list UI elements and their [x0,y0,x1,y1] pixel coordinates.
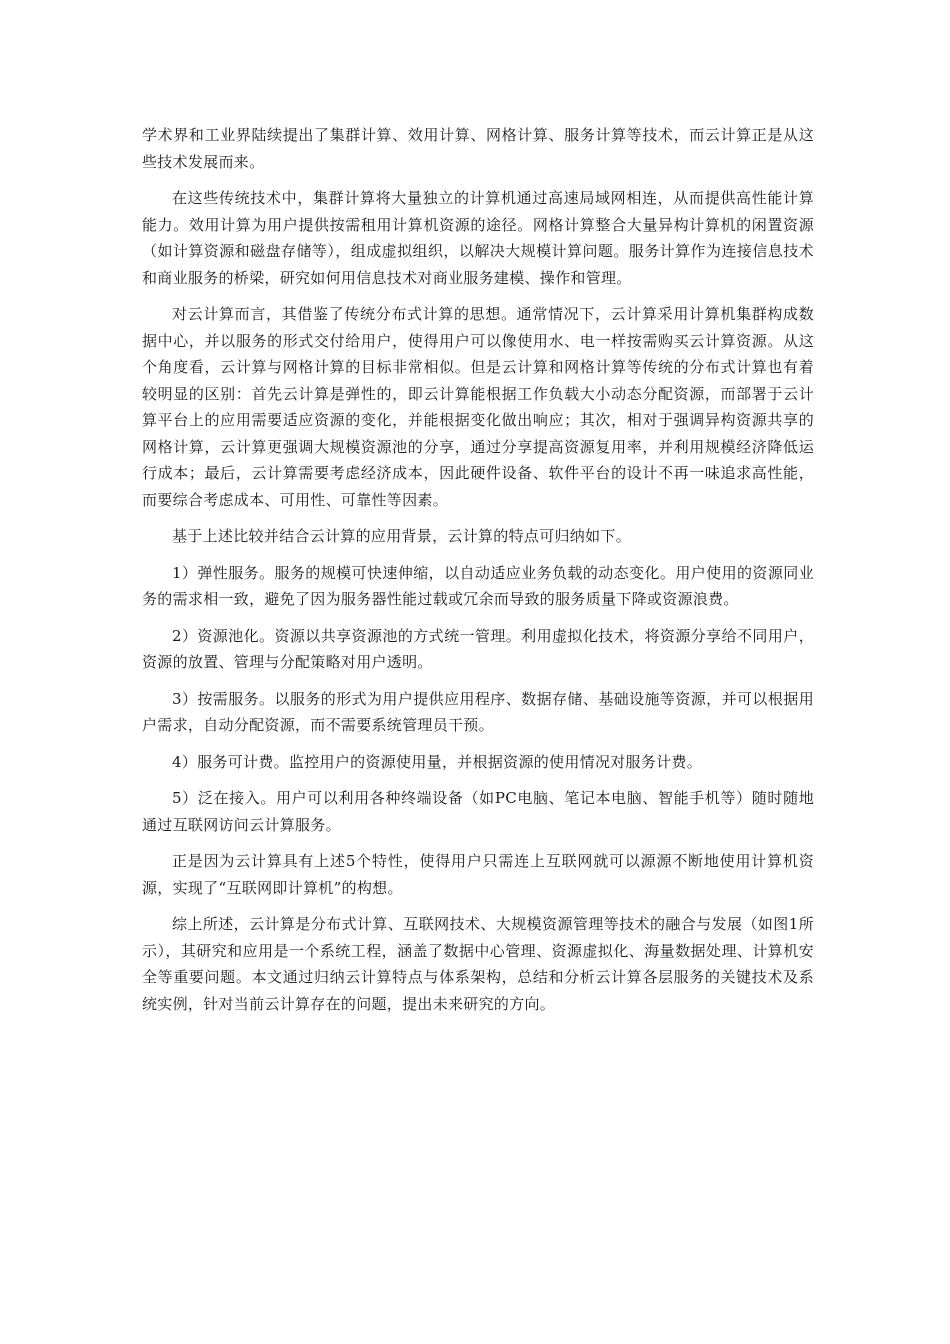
list-item-ubiquitous-access: 5）泛在接入。用户可以利用各种终端设备（如PC电脑、笔记本电脑、智能手机等）随时随地通过互联网访问云计算服务。 [142,789,814,834]
paragraph-features-intro: 基于上述比较并结合云计算的应用背景，云计算的特点可归纳如下。 [172,527,632,545]
paragraph-continuation: 学术界和工业界陆续提出了集群计算、效用计算、网格计算、服务计算等技术，而云计算正是从这些技术发展而来。 [142,126,814,171]
paragraph-cloud-vs-grid: 对云计算而言，其借鉴了传统分布式计算的思想。通常情况下，云计算采用计算机集群构成数据中心，并以服务的形式交付给用户，使得用户可以像使用水、电一样按需购买云计算资源。从这个角度看，云计算与网格计算的目标非常相似。但是云计算和网格计算等传统的分布式计算也有着较明显的区别：首先云计算是弹性的，即云计算能根据工作负载大小动态分配资源，而部署于云计算平台上的应用需要适应资源的变化，并能根据变化做出响应；其次，相对于强调异构资源共享的网格计算，云计算更强调大规模资源池的分享，通过分享提高资源复用率，并利用规模经济降低运行成本；最后，云计算需要考虑经济成本，因此硬件设备、软件平台的设计不再一味追求高性能，而要综合考虑成本、可用性、可靠性等因素。 [142,305,814,509]
paragraph-summary: 综上所述，云计算是分布式计算、互联网技术、大规模资源管理等技术的融合与发展（如图1所示），其研究和应用是一个系统工程，涵盖了数据中心管理、资源虚拟化、海量数据处理、计算机安全等重要问题。本文通过归纳云计算特点与体系架构，总结和分析云计算各层服务的关键技术及系统实例，针对当前云计算存在的问题，提出未来研究的方向。 [142,915,814,1013]
list-item-elastic-service: 1）弹性服务。服务的规模可快速伸缩，以自动适应业务负载的动态变化。用户使用的资源同业务的需求相一致，避免了因为服务器性能过载或冗余而导致的服务质量下降或资源浪费。 [142,563,814,608]
paragraph-internet-as-computer: 正是因为云计算具有上述5个特性，使得用户只需连上互联网就可以源源不断地使用计算机资源，实现了“互联网即计算机”的构想。 [142,852,814,897]
paragraph-traditional-technologies: 在这些传统技术中，集群计算将大量独立的计算机通过高速局域网相连，从而提供高性能计算能力。效用计算为用户提供按需租用计算机资源的途径。网格计算整合大量异构计算机的闲置资源（如计算资源和磁盘存储等），组成虚拟组织，以解决大规模计算问题。服务计算作为连接信息技术和商业服务的桥梁，研究如何用信息技术对商业服务建模、操作和管理。 [142,189,814,287]
document-body [142,122,814,1027]
list-item-billable-service: 4）服务可计费。监控用户的资源使用量，并根据资源的使用情况对服务计费。 [172,752,703,771]
list-item-resource-pooling: 2）资源池化。资源以共享资源池的方式统一管理。利用虚拟化技术，将资源分享给不同用户，资源的放置、管理与分配策略对用户透明。 [142,626,814,671]
list-item-on-demand-service: 3）按需服务。以服务的形式为用户提供应用程序、数据存储、基础设施等资源，并可以根据用户需求，自动分配资源，而不需要系统管理员干预。 [142,689,814,734]
